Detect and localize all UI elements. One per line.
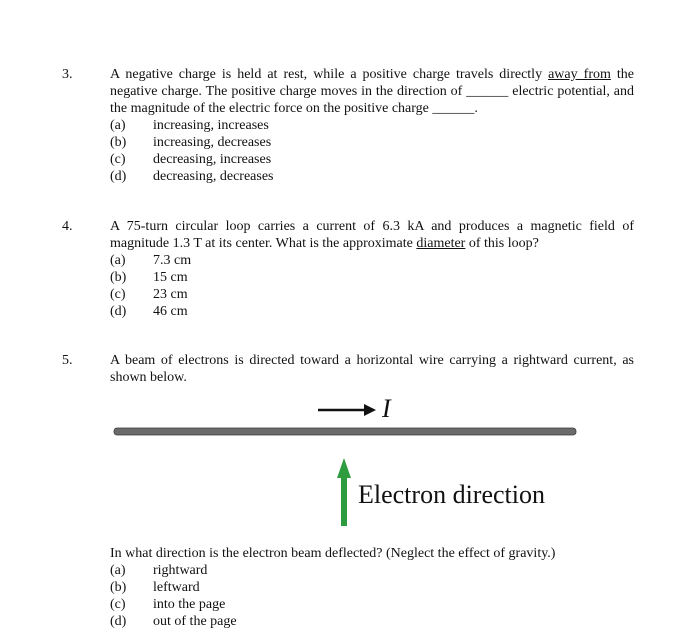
option-text: 15 cm: [153, 270, 188, 285]
question-3-text-part2: the negative charge. The positive charge moves in the direction of ______ electric potential, and the magnitude of the electric force on the positive charge ______.: [110, 67, 634, 116]
option-text: leftward: [153, 580, 200, 595]
option-label: (a): [110, 253, 126, 268]
question-4-text-part1: A 75-turn circular loop carries a current of 6.3 kA and produces a magnetic field of magnitude 1.3 T at its center. What is the approximate: [110, 219, 634, 251]
option-label: (b): [110, 135, 127, 150]
option-label: (c): [110, 597, 126, 612]
question-4-number: 4.: [62, 219, 73, 234]
option-text: out of the page: [153, 614, 237, 629]
option-4d[interactable]: [110, 303, 191, 320]
option-5d[interactable]: [110, 613, 237, 630]
question-4-text: [110, 218, 634, 252]
option-label: (d): [110, 614, 127, 629]
current-label: I: [382, 394, 391, 423]
question-4-options: [110, 252, 191, 320]
electron-direction-label: Electron direction: [358, 480, 545, 509]
option-label: (b): [110, 270, 127, 285]
option-text: increasing, increases: [153, 118, 269, 133]
option-5b[interactable]: [110, 579, 237, 596]
option-label: (b): [110, 580, 127, 595]
option-text: into the page: [153, 597, 226, 612]
option-label: (a): [110, 563, 126, 578]
option-3d[interactable]: [110, 168, 273, 185]
option-text: decreasing, increases: [153, 152, 272, 167]
question-5-prompt: In what direction is the electron beam deflected? (Neglect the effect of gravity.): [110, 546, 556, 561]
electron-arrow-head: [337, 458, 351, 478]
option-4c[interactable]: [110, 286, 191, 303]
option-label: (d): [110, 304, 127, 319]
question-4-emphasis: diameter: [416, 236, 466, 251]
question-4-text-part2: of this loop?: [465, 236, 539, 251]
question-3-emphasis: away from: [548, 67, 611, 82]
wire: [114, 428, 576, 435]
question-5-options: [110, 562, 237, 630]
question-3-text-part1: A negative charge is held at rest, while a positive charge travels directly: [110, 67, 549, 82]
option-text: decreasing, decreases: [153, 169, 274, 184]
option-4b[interactable]: [110, 269, 191, 286]
electron-arrow-shaft: [341, 474, 347, 526]
question-5-number: 5.: [62, 353, 73, 368]
option-text: 23 cm: [153, 287, 188, 302]
wire-diagram: [110, 392, 580, 532]
option-text: rightward: [153, 563, 208, 578]
question-3-options: [110, 117, 273, 185]
option-label: (d): [110, 169, 127, 184]
option-text: increasing, decreases: [153, 135, 272, 150]
option-text: 7.3 cm: [153, 253, 192, 268]
option-4a[interactable]: [110, 252, 191, 269]
option-3b[interactable]: [110, 134, 273, 151]
option-5a[interactable]: [110, 562, 237, 579]
option-3c[interactable]: [110, 151, 273, 168]
option-5c[interactable]: [110, 596, 237, 613]
wire-diagram-svg: [110, 392, 580, 532]
option-label: (c): [110, 287, 126, 302]
option-text: 46 cm: [153, 304, 188, 319]
current-arrow-head: [364, 404, 376, 416]
question-3-number: 3.: [62, 67, 73, 82]
question-5-text: A beam of electrons is directed toward a horizontal wire carrying a rightward current, as shown below.: [110, 353, 634, 385]
option-label: (c): [110, 152, 126, 167]
option-label: (a): [110, 118, 126, 133]
option-3a[interactable]: [110, 117, 273, 134]
question-3-text: [110, 66, 634, 117]
